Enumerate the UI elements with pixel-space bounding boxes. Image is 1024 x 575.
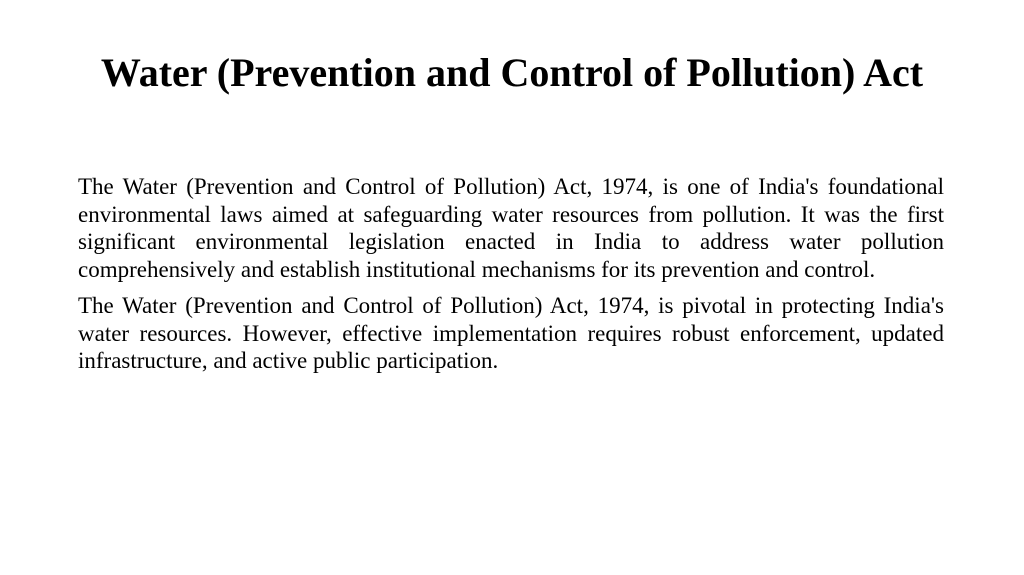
slide-body <box>78 173 944 384</box>
paragraph-conclusion: The Water (Prevention and Control of Pollution) Act, 1974, is pivotal in protecting India's water resources. However, effective implementation requires robust enforcement, updated infrastructure, and active public participation. <box>78 293 944 373</box>
paragraph-intro: The Water (Prevention and Control of Pollution) Act, 1974, is one of India's foundational environmental laws aimed at safeguarding water resources from pollution. It was the first significant environmental legislation enacted in India to address water pollution comprehensively and establish institutional mechanisms for its prevention and control. <box>78 174 944 282</box>
slide-title: Water (Prevention and Control of Pollution) Act <box>100 50 924 95</box>
